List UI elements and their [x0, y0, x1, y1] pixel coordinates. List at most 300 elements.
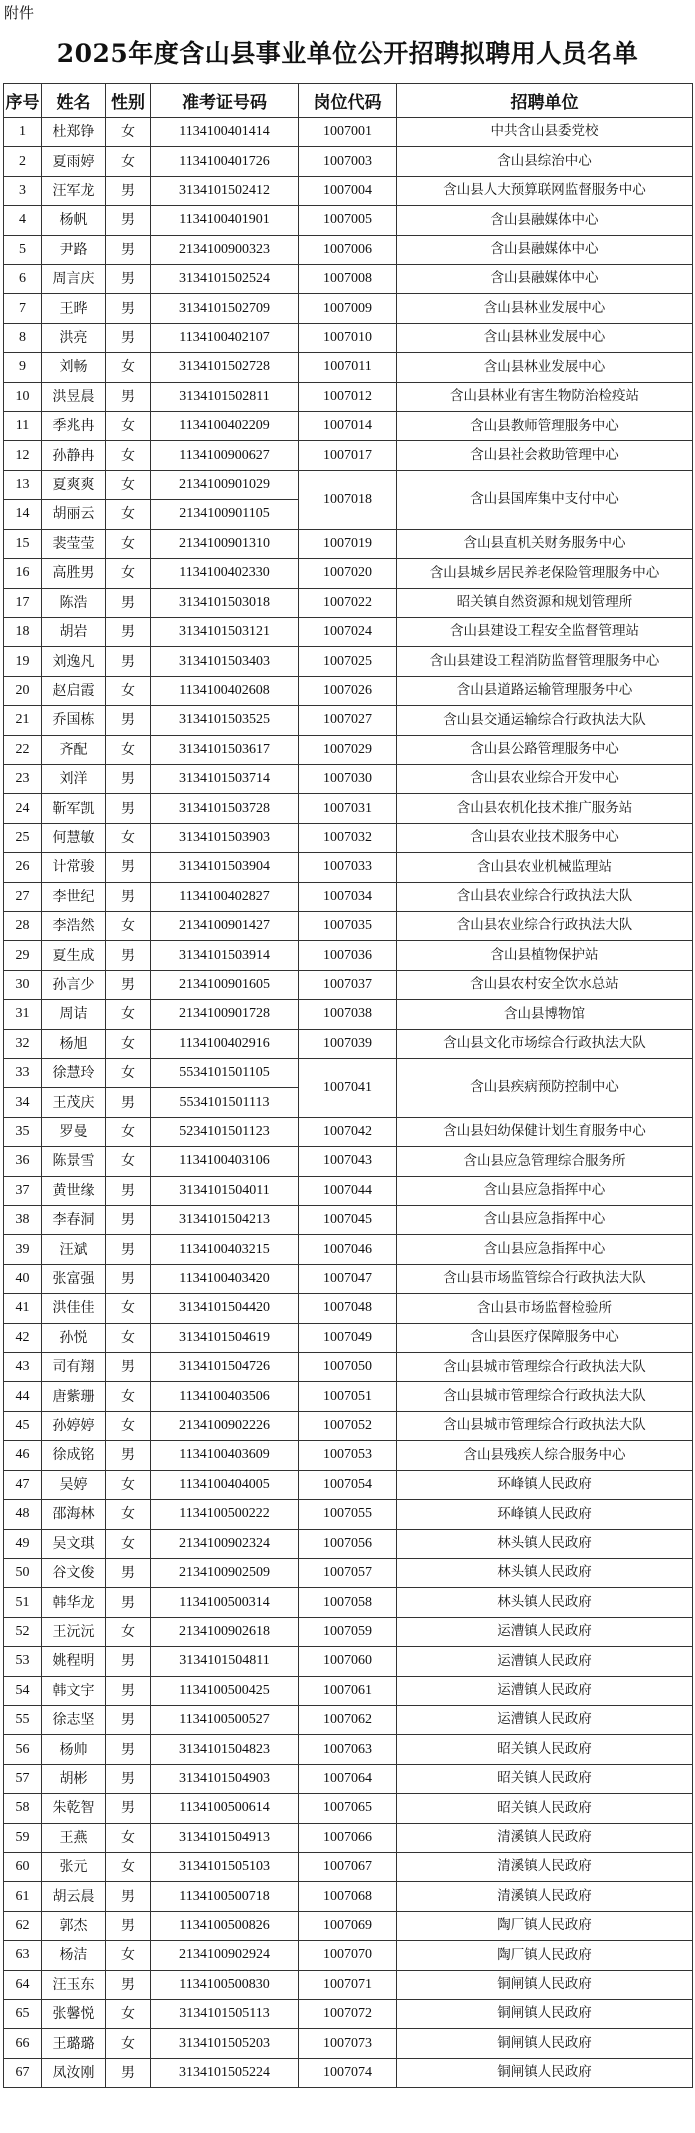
- cell-number: 49: [4, 1529, 42, 1558]
- cell-exam-number: 1134100500425: [151, 1676, 299, 1705]
- cell-unit: 铜闸镇人民政府: [397, 2000, 693, 2029]
- cell-number: 44: [4, 1382, 42, 1411]
- table-row: [4, 1794, 693, 1823]
- cell-exam-number: 3134101504619: [151, 1323, 299, 1352]
- cell-exam-number: 3134101503904: [151, 853, 299, 882]
- table-row: [4, 1235, 693, 1264]
- cell-name: 靳军凯: [42, 794, 106, 823]
- cell-sex: 男: [106, 647, 151, 676]
- cell-number: 14: [4, 500, 42, 529]
- table-row: [4, 1941, 693, 1970]
- cell-exam-number: 3134101502412: [151, 176, 299, 205]
- cell-number: 12: [4, 441, 42, 470]
- cell-exam-number: 5234101501123: [151, 1117, 299, 1146]
- cell-post-code: 1007008: [299, 265, 397, 294]
- cell-number: 41: [4, 1294, 42, 1323]
- cell-post-code: 1007011: [299, 353, 397, 382]
- cell-exam-number: 2134100902509: [151, 1558, 299, 1587]
- cell-sex: 男: [106, 1705, 151, 1734]
- cell-sex: 男: [106, 588, 151, 617]
- cell-name: 胡岩: [42, 617, 106, 646]
- cell-name: 谷文俊: [42, 1558, 106, 1587]
- cell-post-code: 1007048: [299, 1294, 397, 1323]
- cell-name: 何慧敏: [42, 823, 106, 852]
- cell-post-code: 1007010: [299, 323, 397, 352]
- cell-name: 王燕: [42, 1823, 106, 1852]
- cell-post-code: 1007039: [299, 1029, 397, 1058]
- cell-sex: 男: [106, 1911, 151, 1940]
- cell-sex: 男: [106, 764, 151, 793]
- cell-sex: 男: [106, 941, 151, 970]
- cell-unit: 含山县城市管理综合行政执法大队: [397, 1353, 693, 1382]
- cell-unit: 含山县人大预算联网监督服务中心: [397, 176, 693, 205]
- cell-name: 孙婷婷: [42, 1411, 106, 1440]
- cell-sex: 男: [106, 882, 151, 911]
- table-row: [4, 529, 693, 558]
- cell-sex: 女: [106, 1941, 151, 1970]
- cell-post-code: 1007003: [299, 147, 397, 176]
- cell-post-code: 1007004: [299, 176, 397, 205]
- cell-name: 洪亮: [42, 323, 106, 352]
- cell-sex: 男: [106, 1794, 151, 1823]
- table-row: [4, 1882, 693, 1911]
- cell-number: 11: [4, 412, 42, 441]
- cell-sex: 女: [106, 1382, 151, 1411]
- cell-post-code: 1007054: [299, 1470, 397, 1499]
- cell-number: 20: [4, 676, 42, 705]
- cell-name: 齐配: [42, 735, 106, 764]
- cell-exam-number: 1134100500314: [151, 1588, 299, 1617]
- cell-post-code: 1007014: [299, 412, 397, 441]
- cell-name: 乔国栋: [42, 706, 106, 735]
- cell-unit: 含山县博物馆: [397, 1000, 693, 1029]
- cell-number: 16: [4, 559, 42, 588]
- cell-number: 38: [4, 1206, 42, 1235]
- cell-sex: 女: [106, 470, 151, 499]
- table-row: [4, 1117, 693, 1146]
- cell-number: 25: [4, 823, 42, 852]
- cell-number: 24: [4, 794, 42, 823]
- table-row: [4, 559, 693, 588]
- table-row: [4, 588, 693, 617]
- cell-number: 34: [4, 1088, 42, 1117]
- cell-exam-number: 2134100902618: [151, 1617, 299, 1646]
- cell-number: 13: [4, 470, 42, 499]
- cell-name: 汪玉东: [42, 1970, 106, 1999]
- cell-number: 6: [4, 265, 42, 294]
- cell-post-code: 1007024: [299, 617, 397, 646]
- cell-post-code: 1007057: [299, 1558, 397, 1587]
- cell-exam-number: 3134101504903: [151, 1764, 299, 1793]
- cell-exam-number: 1134100403506: [151, 1382, 299, 1411]
- cell-sex: 女: [106, 1470, 151, 1499]
- table-row: [4, 470, 693, 499]
- cell-number: 22: [4, 735, 42, 764]
- cell-exam-number: 1134100500830: [151, 1970, 299, 1999]
- table-row: [4, 647, 693, 676]
- cell-number: 47: [4, 1470, 42, 1499]
- cell-exam-number: 1134100402916: [151, 1029, 299, 1058]
- cell-exam-number: 1134100404005: [151, 1470, 299, 1499]
- cell-exam-number: 3134101502524: [151, 265, 299, 294]
- cell-sex: 男: [106, 794, 151, 823]
- cell-post-code: 1007064: [299, 1764, 397, 1793]
- cell-post-code: 1007038: [299, 1000, 397, 1029]
- cell-exam-number: 3134101504011: [151, 1176, 299, 1205]
- cell-sex: 女: [106, 1059, 151, 1088]
- table-row: [4, 118, 693, 147]
- table-row: [4, 1147, 693, 1176]
- cell-exam-number: 2134100901427: [151, 911, 299, 940]
- cell-sex: 女: [106, 353, 151, 382]
- table-row: [4, 1764, 693, 1793]
- cell-unit: 含山县应急管理综合服务所: [397, 1147, 693, 1176]
- cell-name: 徐志坚: [42, 1705, 106, 1734]
- cell-name: 张馨悦: [42, 2000, 106, 2029]
- cell-sex: 女: [106, 147, 151, 176]
- table-row: [4, 412, 693, 441]
- cell-exam-number: 2134100901728: [151, 1000, 299, 1029]
- table-row: [4, 1206, 693, 1235]
- table-row: [4, 941, 693, 970]
- cell-name: 李春洞: [42, 1206, 106, 1235]
- cell-name: 高胜男: [42, 559, 106, 588]
- cell-exam-number: 3134101503617: [151, 735, 299, 764]
- cell-number: 35: [4, 1117, 42, 1146]
- cell-name: 邵海林: [42, 1500, 106, 1529]
- cell-name: 孙悦: [42, 1323, 106, 1352]
- cell-post-code: 1007033: [299, 853, 397, 882]
- cell-exam-number: 1134100500826: [151, 1911, 299, 1940]
- cell-exam-number: 3134101503525: [151, 706, 299, 735]
- table-row: [4, 1264, 693, 1293]
- cell-post-code: 1007022: [299, 588, 397, 617]
- table-row: [4, 1676, 693, 1705]
- table-row: [4, 882, 693, 911]
- cell-name: 杨旭: [42, 1029, 106, 1058]
- cell-exam-number: 1134100403420: [151, 1264, 299, 1293]
- cell-number: 9: [4, 353, 42, 382]
- cell-name: 罗曼: [42, 1117, 106, 1146]
- cell-unit: 含山县城市管理综合行政执法大队: [397, 1411, 693, 1440]
- cell-exam-number: 3134101504811: [151, 1647, 299, 1676]
- cell-unit: 铜闸镇人民政府: [397, 2029, 693, 2058]
- cell-unit: 林头镇人民政府: [397, 1529, 693, 1558]
- cell-name: 郭杰: [42, 1911, 106, 1940]
- cell-post-code: 1007069: [299, 1911, 397, 1940]
- cell-number: 21: [4, 706, 42, 735]
- hiring-list-table: [3, 83, 693, 2088]
- cell-unit: 陶厂镇人民政府: [397, 1911, 693, 1940]
- cell-name: 凤汝刚: [42, 2058, 106, 2087]
- cell-unit: 昭关镇人民政府: [397, 1735, 693, 1764]
- cell-number: 48: [4, 1500, 42, 1529]
- cell-exam-number: 3134101505113: [151, 2000, 299, 2029]
- cell-post-code: 1007026: [299, 676, 397, 705]
- cell-post-code: 1007006: [299, 235, 397, 264]
- cell-name: 李浩然: [42, 911, 106, 940]
- cell-exam-number: 3134101503728: [151, 794, 299, 823]
- cell-unit: 环峰镇人民政府: [397, 1500, 693, 1529]
- cell-sex: 男: [106, 1558, 151, 1587]
- cell-name: 李世纪: [42, 882, 106, 911]
- cell-number: 8: [4, 323, 42, 352]
- cell-number: 33: [4, 1059, 42, 1088]
- cell-number: 31: [4, 1000, 42, 1029]
- cell-name: 孙言少: [42, 970, 106, 999]
- cell-sex: 女: [106, 559, 151, 588]
- cell-unit: 环峰镇人民政府: [397, 1470, 693, 1499]
- cell-post-code: 1007053: [299, 1441, 397, 1470]
- cell-sex: 男: [106, 1235, 151, 1264]
- cell-unit: 含山县农业综合开发中心: [397, 764, 693, 793]
- table-row: [4, 735, 693, 764]
- cell-sex: 男: [106, 970, 151, 999]
- cell-sex: 男: [106, 294, 151, 323]
- cell-exam-number: 1134100401414: [151, 118, 299, 147]
- cell-number: 62: [4, 1911, 42, 1940]
- cell-exam-number: 3134101505103: [151, 1852, 299, 1881]
- cell-unit: 含山县城市管理综合行政执法大队: [397, 1382, 693, 1411]
- cell-exam-number: 3134101504213: [151, 1206, 299, 1235]
- cell-sex: 女: [106, 823, 151, 852]
- cell-unit: 含山县市场监督检验所: [397, 1294, 693, 1323]
- cell-number: 57: [4, 1764, 42, 1793]
- cell-post-code: 1007041: [299, 1059, 397, 1118]
- table-row: [4, 617, 693, 646]
- cell-exam-number: 3134101503903: [151, 823, 299, 852]
- table-row: [4, 853, 693, 882]
- cell-post-code: 1007032: [299, 823, 397, 852]
- cell-unit: 运漕镇人民政府: [397, 1676, 693, 1705]
- cell-sex: 女: [106, 1617, 151, 1646]
- cell-number: 7: [4, 294, 42, 323]
- cell-name: 韩文宇: [42, 1676, 106, 1705]
- cell-sex: 男: [106, 2058, 151, 2087]
- cell-post-code: 1007034: [299, 882, 397, 911]
- cell-name: 夏雨婷: [42, 147, 106, 176]
- cell-post-code: 1007012: [299, 382, 397, 411]
- cell-post-code: 1007065: [299, 1794, 397, 1823]
- cell-number: 60: [4, 1852, 42, 1881]
- table-row: [4, 2058, 693, 2087]
- cell-number: 64: [4, 1970, 42, 1999]
- table-row: [4, 823, 693, 852]
- cell-unit: 含山县林业发展中心: [397, 294, 693, 323]
- cell-name: 汪军龙: [42, 176, 106, 205]
- table-row: [4, 147, 693, 176]
- cell-post-code: 1007020: [299, 559, 397, 588]
- cell-exam-number: 1134100402209: [151, 412, 299, 441]
- table-row: [4, 1441, 693, 1470]
- cell-unit: 含山县融媒体中心: [397, 206, 693, 235]
- cell-sex: 女: [106, 1411, 151, 1440]
- cell-unit: 清溪镇人民政府: [397, 1823, 693, 1852]
- cell-post-code: 1007027: [299, 706, 397, 735]
- cell-number: 65: [4, 2000, 42, 2029]
- cell-unit: 含山县林业发展中心: [397, 353, 693, 382]
- cell-sex: 男: [106, 1264, 151, 1293]
- cell-post-code: 1007037: [299, 970, 397, 999]
- cell-number: 4: [4, 206, 42, 235]
- cell-post-code: 1007058: [299, 1588, 397, 1617]
- cell-post-code: 1007029: [299, 735, 397, 764]
- cell-number: 45: [4, 1411, 42, 1440]
- col-header-exam-number: 准考证号码: [151, 84, 299, 118]
- cell-name: 周言庆: [42, 265, 106, 294]
- cell-unit: 含山县社会救助管理中心: [397, 441, 693, 470]
- cell-exam-number: 2134100902226: [151, 1411, 299, 1440]
- cell-name: 王晔: [42, 294, 106, 323]
- cell-number: 29: [4, 941, 42, 970]
- cell-post-code: 1007062: [299, 1705, 397, 1734]
- cell-number: 46: [4, 1441, 42, 1470]
- cell-unit: 含山县农机化技术推广服务站: [397, 794, 693, 823]
- table-row: [4, 265, 693, 294]
- cell-sex: 女: [106, 1029, 151, 1058]
- cell-unit: 含山县融媒体中心: [397, 235, 693, 264]
- table-row: [4, 1852, 693, 1881]
- col-header-name: 姓名: [42, 84, 106, 118]
- cell-exam-number: 3134101503121: [151, 617, 299, 646]
- table-row: [4, 764, 693, 793]
- cell-post-code: 1007001: [299, 118, 397, 147]
- cell-name: 赵启霞: [42, 676, 106, 705]
- cell-name: 胡彬: [42, 1764, 106, 1793]
- cell-unit: 林头镇人民政府: [397, 1558, 693, 1587]
- table-row: [4, 1411, 693, 1440]
- table-row: [4, 794, 693, 823]
- cell-exam-number: 1134100500222: [151, 1500, 299, 1529]
- cell-sex: 女: [106, 1147, 151, 1176]
- cell-post-code: 1007066: [299, 1823, 397, 1852]
- cell-name: 周诘: [42, 1000, 106, 1029]
- cell-unit: 含山县农村安全饮水总站: [397, 970, 693, 999]
- cell-name: 姚程明: [42, 1647, 106, 1676]
- cell-number: 1: [4, 118, 42, 147]
- cell-name: 朱乾智: [42, 1794, 106, 1823]
- cell-exam-number: 1134100402608: [151, 676, 299, 705]
- cell-name: 王璐璐: [42, 2029, 106, 2058]
- cell-post-code: 1007017: [299, 441, 397, 470]
- cell-sex: 女: [106, 2000, 151, 2029]
- cell-unit: 清溪镇人民政府: [397, 1852, 693, 1881]
- cell-unit: 陶厂镇人民政府: [397, 1941, 693, 1970]
- cell-unit: 含山县妇幼保健计划生育服务中心: [397, 1117, 693, 1146]
- cell-sex: 女: [106, 735, 151, 764]
- cell-sex: 男: [106, 1882, 151, 1911]
- cell-unit: 含山县林业发展中心: [397, 323, 693, 352]
- cell-exam-number: 5534101501113: [151, 1088, 299, 1117]
- cell-number: 61: [4, 1882, 42, 1911]
- cell-name: 陈浩: [42, 588, 106, 617]
- cell-sex: 男: [106, 1735, 151, 1764]
- cell-number: 30: [4, 970, 42, 999]
- cell-name: 徐慧玲: [42, 1059, 106, 1088]
- cell-unit: 含山县文化市场综合行政执法大队: [397, 1029, 693, 1058]
- cell-name: 刘逸凡: [42, 647, 106, 676]
- cell-name: 王沅沅: [42, 1617, 106, 1646]
- cell-post-code: 1007005: [299, 206, 397, 235]
- cell-sex: 男: [106, 617, 151, 646]
- cell-exam-number: 3134101503714: [151, 764, 299, 793]
- cell-unit: 含山县城乡居民养老保险管理服务中心: [397, 559, 693, 588]
- table-row: [4, 2029, 693, 2058]
- cell-number: 19: [4, 647, 42, 676]
- table-row: [4, 1647, 693, 1676]
- cell-number: 2: [4, 147, 42, 176]
- table-row: [4, 382, 693, 411]
- cell-unit: 含山县市场监管综合行政执法大队: [397, 1264, 693, 1293]
- cell-number: 52: [4, 1617, 42, 1646]
- table-row: [4, 1558, 693, 1587]
- cell-name: 刘洋: [42, 764, 106, 793]
- cell-post-code: 1007073: [299, 2029, 397, 2058]
- table-row: [4, 1470, 693, 1499]
- cell-exam-number: 3134101504420: [151, 1294, 299, 1323]
- cell-exam-number: 3134101504823: [151, 1735, 299, 1764]
- cell-name: 黄世缘: [42, 1176, 106, 1205]
- table-row: [4, 1705, 693, 1734]
- table-row: [4, 676, 693, 705]
- cell-post-code: 1007060: [299, 1647, 397, 1676]
- cell-sex: 女: [106, 441, 151, 470]
- cell-number: 15: [4, 529, 42, 558]
- cell-post-code: 1007056: [299, 1529, 397, 1558]
- cell-exam-number: 3134101502811: [151, 382, 299, 411]
- cell-name: 杨洁: [42, 1941, 106, 1970]
- cell-exam-number: 1134100403215: [151, 1235, 299, 1264]
- cell-unit: 林头镇人民政府: [397, 1588, 693, 1617]
- cell-unit: 含山县残疾人综合服务中心: [397, 1441, 693, 1470]
- cell-exam-number: 1134100402330: [151, 559, 299, 588]
- cell-post-code: 1007009: [299, 294, 397, 323]
- cell-post-code: 1007025: [299, 647, 397, 676]
- cell-name: 杨帆: [42, 206, 106, 235]
- cell-post-code: 1007067: [299, 1852, 397, 1881]
- cell-name: 夏生成: [42, 941, 106, 970]
- cell-sex: 男: [106, 1647, 151, 1676]
- cell-unit: 含山县公路管理服务中心: [397, 735, 693, 764]
- cell-exam-number: 1134100500614: [151, 1794, 299, 1823]
- cell-number: 18: [4, 617, 42, 646]
- cell-sex: 女: [106, 1852, 151, 1881]
- cell-sex: 女: [106, 412, 151, 441]
- cell-number: 58: [4, 1794, 42, 1823]
- cell-exam-number: 2134100901105: [151, 500, 299, 529]
- cell-name: 司有翔: [42, 1353, 106, 1382]
- cell-post-code: 1007071: [299, 1970, 397, 1999]
- cell-number: 59: [4, 1823, 42, 1852]
- cell-post-code: 1007055: [299, 1500, 397, 1529]
- cell-number: 5: [4, 235, 42, 264]
- cell-unit: 含山县疾病预防控制中心: [397, 1059, 693, 1118]
- cell-unit: 含山县融媒体中心: [397, 265, 693, 294]
- cell-post-code: 1007044: [299, 1176, 397, 1205]
- cell-unit: 含山县医疗保障服务中心: [397, 1323, 693, 1352]
- cell-unit: 含山县交通运输综合行政执法大队: [397, 706, 693, 735]
- cell-number: 28: [4, 911, 42, 940]
- cell-post-code: 1007045: [299, 1206, 397, 1235]
- cell-sex: 女: [106, 911, 151, 940]
- table-row: [4, 1588, 693, 1617]
- table-header-row: [4, 84, 693, 118]
- cell-name: 汪斌: [42, 1235, 106, 1264]
- cell-exam-number: 2134100902924: [151, 1941, 299, 1970]
- cell-post-code: 1007074: [299, 2058, 397, 2087]
- cell-post-code: 1007030: [299, 764, 397, 793]
- cell-name: 胡丽云: [42, 500, 106, 529]
